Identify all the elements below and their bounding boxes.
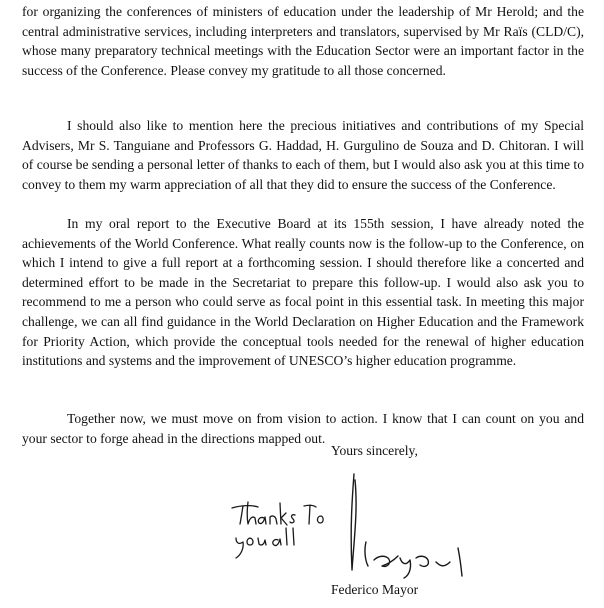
- closing-line: Yours sincerely,: [331, 443, 418, 458]
- paragraph-continuation: for organizing the conferences of ministers of education under the leadership of Mr Herold; and the central administrative services, including interpreters and translators, supervised by Mr Raïs (CLD/C), whose many preparatory technical meetings with the Education Sector were an important factor in the success of the Conference. Please convey my gratitude to all those concerned.: [22, 4, 584, 78]
- paragraph-special-advisers: I should also like to mention here the precious initiatives and contributions of my Special Advisers, Mr S. Tanguiane and Professors G. Haddad, H. Gurgulino de Souza and D. Chitoran. I will of course be sending a personal letter of thanks to each of them, but I would also ask you at this time to convey to them my warm appreciation of all that they did to ensure the success of the Conference.: [22, 118, 584, 192]
- paragraph-follow-up: In my oral report to the Executive Board at its 155th session, I have already noted the achievements of the World Conference. What really counts now is the follow-up to the Conference, on which I intend to give a full report at a forthcoming session. I should therefore like a concerted and determined effort to be made in the Secretariat to prepare this follow-up. I would also ask you to recommend to me a person who could serve as focal point in this essential task. In meeting this major challenge, we can all find guidance in the World Declaration on Higher Education and the Framework for Priority Action, which provide the conceptual tools needed for the renewal of higher education institutions and systems and the improvement of UNESCO’s higher education programme.: [22, 216, 584, 369]
- signer-name: Federico Mayor: [331, 582, 419, 597]
- handwritten-thanks-note: [228, 500, 328, 565]
- signature: [340, 470, 470, 580]
- paragraph-vision-to-action: Together now, we must move on from vision to action. I know that I can count on you and your sector to forge ahead in the directions mapped out.: [22, 411, 584, 446]
